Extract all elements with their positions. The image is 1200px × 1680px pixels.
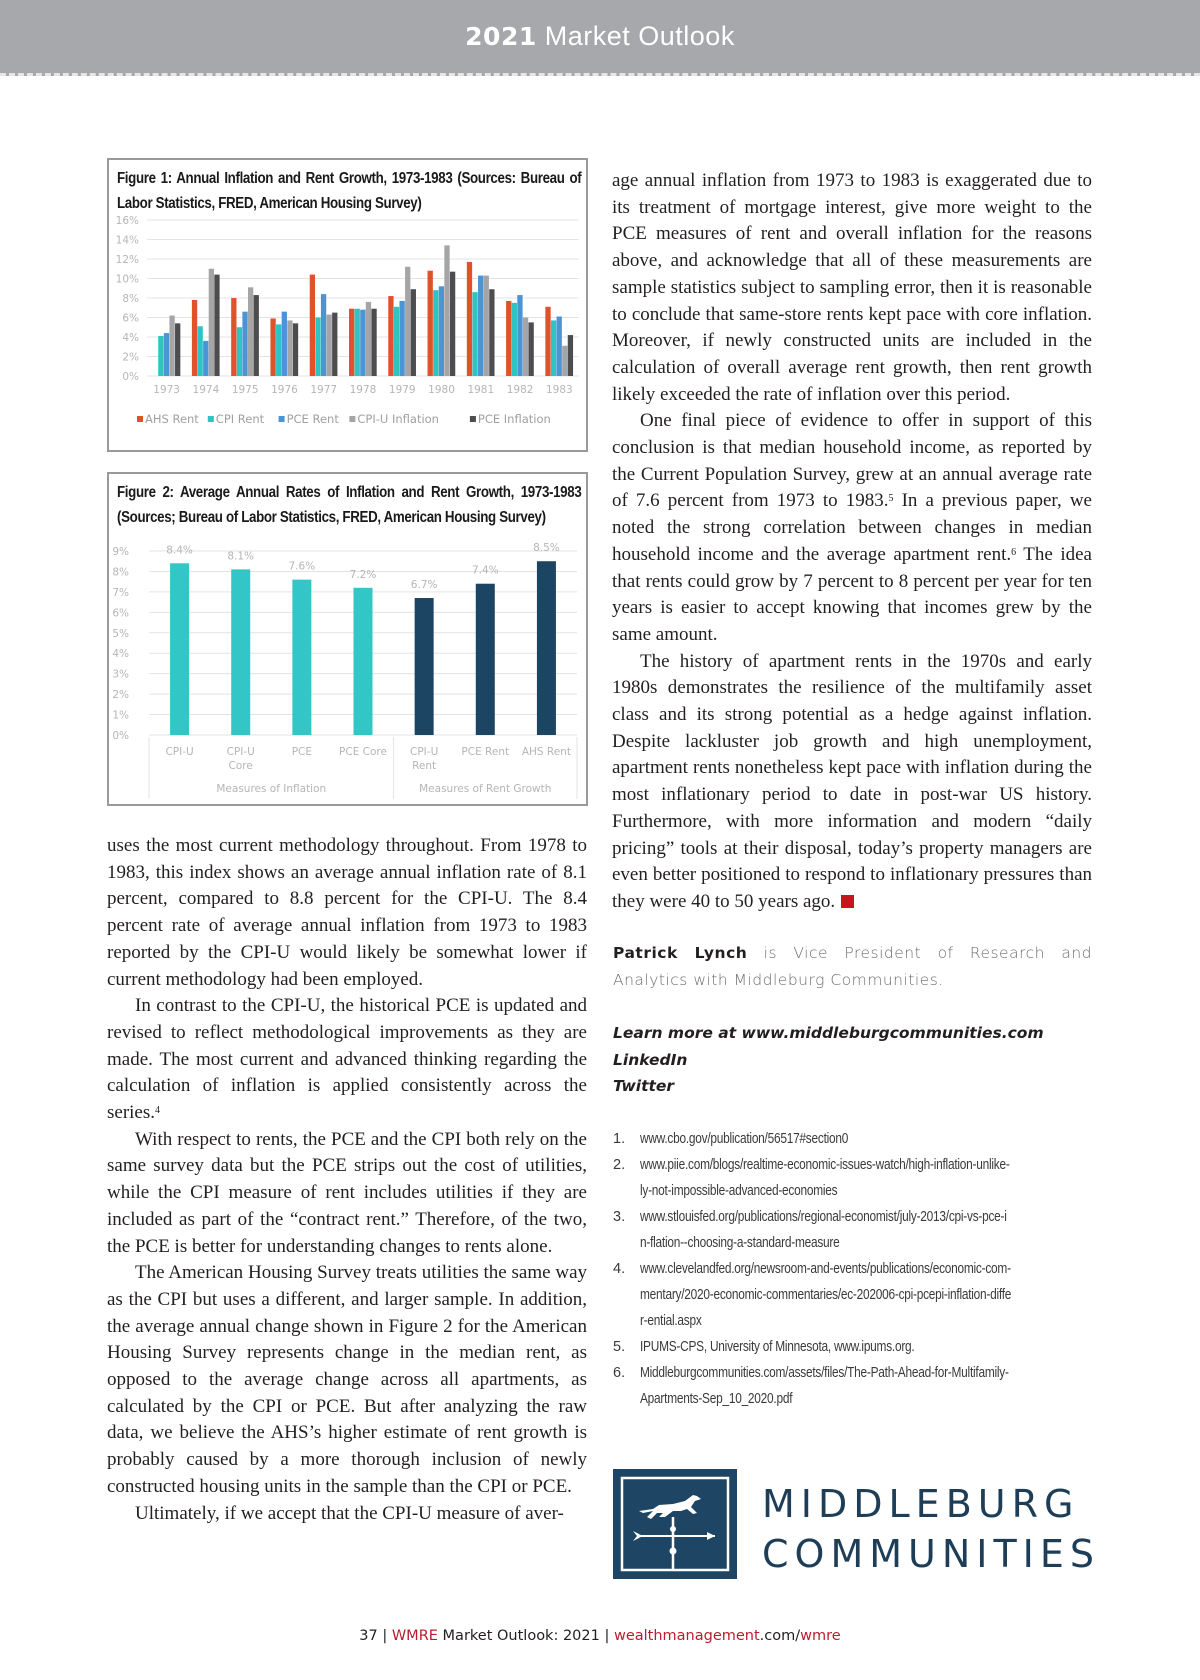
bar (332, 313, 337, 376)
bar (568, 335, 573, 376)
legend-swatch (349, 416, 355, 422)
running-header (0, 0, 1200, 76)
y-tick-label: 4% (112, 648, 129, 661)
author-bio: Patrick Lynch is Vice President of Research and Analytics with Middleburg Communities. (613, 944, 1092, 989)
y-tick-label: 9% (112, 546, 129, 558)
bar (349, 309, 354, 376)
bar (450, 272, 455, 376)
paragraph: The history of apartment rents in the 1970s and early 1980s demonstrates the resilience of the multifamily asset class and its strong potential as a hedge against inflation. Despite lackluster job growth and high unemployment, apartment rents nonetheless kept pace with inflation during the most inflationary period to date in post-war US history. Furthermore, with more information and modern “daily pricing” tools at their disposal, today’s property managers are even better positioned to respond to inflationary pressures than they were 40 to 50 years ago. (612, 650, 1092, 912)
bar (164, 333, 169, 376)
x-tick-label: PCE Core (339, 746, 387, 758)
bar (169, 316, 174, 376)
bar (175, 323, 180, 376)
figure-2 (107, 472, 588, 806)
bar (231, 298, 236, 376)
bar (209, 269, 214, 376)
y-tick-label: 12% (115, 254, 139, 266)
bar (537, 561, 556, 735)
bar (444, 245, 449, 376)
bar (545, 307, 550, 376)
group-label: Measures of Inflation (216, 783, 327, 795)
bar (394, 307, 399, 376)
bar (282, 312, 287, 376)
data-label: 8.4% (166, 544, 193, 557)
bar (428, 271, 433, 376)
x-tick-label: PCE Rent (461, 746, 510, 758)
twitter-link[interactable]: Twitter (613, 1077, 675, 1095)
bar (484, 276, 489, 376)
bar (399, 301, 404, 376)
bar (254, 295, 259, 376)
bar (214, 275, 219, 376)
header-year: 2021 (465, 22, 537, 51)
bar (405, 267, 410, 376)
linkedin-link[interactable]: LinkedIn (613, 1050, 688, 1069)
data-label: 7.4% (471, 564, 499, 577)
figure-1-bar-chart (109, 160, 590, 454)
bar (557, 317, 562, 376)
bar (517, 295, 522, 376)
author-name: Patrick Lynch (613, 944, 748, 962)
bar (489, 289, 494, 376)
bar (293, 323, 298, 376)
bar (512, 303, 517, 376)
figure-2-title: Figure 2: Average Annual Rates of Inflation and Rent Growth, 1973-1983 (Sources; Bureau of Labor Statistics, FRED, American Housing Survey) (117, 484, 582, 526)
bar (310, 275, 315, 376)
bar (158, 336, 163, 376)
legend-label: CPI Rent (215, 412, 265, 426)
footer-site-link[interactable]: wealthmanagement.com/wmre (613, 1628, 841, 1644)
x-tick-label: 1983 (545, 384, 573, 396)
body-right-column (612, 168, 1092, 916)
bar (411, 289, 416, 376)
bar (472, 292, 477, 376)
x-tick-label: 1975 (231, 384, 259, 396)
bar (467, 262, 472, 376)
legend-swatch (137, 416, 143, 422)
paragraph: Ultimately, if we accept that the CPI-U measure of aver- (135, 1502, 564, 1524)
footnote-ref: 4 (155, 1105, 161, 1117)
bar (198, 326, 203, 376)
x-tick-label: 1979 (388, 384, 416, 396)
y-tick-label: 4% (122, 332, 139, 344)
endnote: 5. IPUMS-CPS, University of Minnesota, www.ipums.org. (613, 1339, 915, 1355)
endnote: 3. www.stlouisfed.org/publications/regional-economist/july-2013/cpi-vs-pce-in-flation--choosing-a-standard-measure (613, 1209, 1007, 1251)
bar (360, 310, 365, 376)
page-number: 37 (359, 1628, 378, 1644)
bar (523, 318, 528, 377)
bar (270, 318, 275, 376)
y-tick-label: 16% (115, 215, 139, 227)
body-left-column (107, 833, 587, 1527)
y-tick-label: 5% (112, 627, 129, 640)
bar (366, 302, 371, 376)
y-tick-label: 2% (122, 351, 139, 364)
bar (478, 276, 483, 376)
legend-swatch (470, 416, 476, 422)
bar (388, 296, 393, 376)
legend-swatch (279, 416, 285, 422)
x-tick-label: CPI-U (165, 746, 194, 758)
weathervane-horse-icon (613, 1469, 737, 1579)
x-tick-label: AHS Rent (521, 746, 571, 758)
y-tick-label: 14% (115, 234, 139, 247)
bar (476, 584, 495, 735)
x-tick-label: CPI-U (410, 746, 439, 758)
y-tick-label: 1% (112, 709, 129, 722)
bar (354, 588, 373, 735)
bar (287, 320, 292, 376)
bar (327, 315, 332, 376)
legend-swatch (208, 416, 214, 422)
group-label: Measures of Rent Growth (419, 783, 552, 795)
bar (170, 563, 189, 735)
footer-brand: WMRE (391, 1628, 438, 1644)
bar (439, 286, 444, 376)
paragraph: age annual inflation from 1973 to 1983 is exaggerated due to its treatment of mortgage interest, give more weight to the PCE measures of rent and overall inflation for the reasons above, and acknowledge that all of these measurements are sample statistics subject to sampling error, then it is reasonable to conclude that same-store rents kept pace with core inflation. Moreover, if newly constructed units are included in the calculation of overall average rent growth, then rent growth likely exceeded the rate of inflation over this period. (612, 170, 1092, 405)
data-label: 8.5% (533, 542, 560, 555)
figure-1 (107, 158, 588, 452)
endnote: 6. Middleburgcommunities.com/assets/files/The-Path-Ahead-for-Multifamily-Apartments-Sep_10_2020.pdf (613, 1365, 1009, 1407)
bar (506, 301, 511, 376)
data-label: 6.7% (410, 579, 438, 592)
y-tick-label: 3% (112, 668, 129, 681)
x-tick-label: PCE (291, 746, 313, 758)
legend-label: CPI-U Inflation (357, 412, 439, 426)
bar (237, 327, 242, 376)
figure-1-title: Figure 1: Annual Inflation and Rent Growth, 1973-1983 (Sources: Bureau of Labor Statistics, FRED, American Housing Survey) (117, 170, 582, 212)
x-tick-label: CPI-U (226, 746, 255, 758)
paragraph: With respect to rents, the PCE and the CPI both rely on the same survey data but the PCE strips out the cost of utilities, while the CPI measure of rent includes utilities if they are included as part of the “contract rent.” Therefore, of the two, the PCE is better for understanding changes to rents alone. (107, 1128, 587, 1257)
endnote: 1. www.cbo.gov/publication/56517#section0 (613, 1131, 849, 1147)
x-tick-label: 1982 (506, 384, 534, 396)
legend-label: PCE Rent (286, 412, 339, 426)
page-footer: 37 | WMRE Market Outlook: 2021 | wealthmanagement.com/wmre (359, 1628, 841, 1644)
bar (242, 312, 247, 376)
middleburg-logo (612, 1469, 1101, 1581)
bar (321, 294, 326, 376)
x-tick-label: 1981 (467, 384, 495, 396)
y-tick-label: 8% (112, 566, 129, 579)
learn-more-link[interactable]: Learn more at www.middleburgcommunities.com (613, 1024, 1044, 1042)
logo-wordmark: MIDDLEBURG COMMUNITIES (762, 1482, 1101, 1576)
x-tick-label: 1976 (271, 384, 298, 396)
bar (315, 318, 320, 377)
bar (276, 324, 281, 376)
header-title-rest: Market Outlook (536, 21, 735, 51)
footnote-ref: 5 (888, 493, 894, 505)
figure-2-bar-chart (109, 474, 590, 808)
header-title (465, 21, 735, 52)
endnote: 4. www.clevelandfed.org/newsroom-and-events/publications/economic-com-mentary/2020-economic-commentaries/ec-202006-cpi-pcepi-inflation-differ-ential.aspx (613, 1261, 1012, 1329)
x-tick-label: 1978 (349, 384, 377, 396)
bar (528, 322, 533, 376)
bar (433, 290, 438, 376)
footnote-ref: 6 (1011, 546, 1017, 558)
data-label: 8.1% (227, 550, 255, 563)
endnote: 2. www.piie.com/blogs/realtime-economic-issues-watch/high-inflation-unlike-ly-not-impossible-advanced-economies (613, 1157, 1010, 1199)
y-tick-label: 10% (115, 273, 139, 286)
data-label: 7.6% (288, 560, 316, 573)
y-tick-label: 8% (122, 293, 139, 305)
legend-label: PCE Inflation (477, 412, 551, 426)
bar (203, 341, 208, 376)
x-tick-label: 1980 (428, 384, 455, 396)
y-tick-label: 6% (112, 607, 129, 620)
legend-label: AHS Rent (145, 412, 199, 426)
paragraph: One final piece of evidence to offer in support of this conclusion is that median household income, as reported by the Current Population Survey, grew at an annual average rate of 7.6 percent from 1973 to 1983.$^5$ In a previous paper, we noted the strong correlation between changes in median household income and the average apartment rent.$^6$ The idea that rents could grow by 7 percent to 8 percent per year for ten years is easier to accept knowing that incomes grew by the same amount. (612, 410, 1092, 645)
bar (551, 320, 556, 376)
y-tick-label: 0% (112, 730, 129, 742)
bar (192, 300, 197, 376)
endnotes-list (613, 1126, 1093, 1412)
bar (562, 346, 567, 376)
x-tick-label: 1977 (310, 384, 338, 396)
x-tick-label: 1973 (153, 384, 181, 396)
paragraph: uses the most current methodology throughout. From 1978 to 1983, this index shows an average annual inflation rate of 8.1 percent, compared to 8.8 percent for the CPI-U. The 8.4 percent rate of average annual inflation from 1973 to 1983 reported by the CPI-U would likely be somewhat lower if current methodology had been employed. (107, 835, 587, 990)
bar (371, 309, 376, 376)
bar (292, 580, 311, 735)
bar (248, 287, 253, 376)
end-mark-square-icon (841, 895, 854, 908)
bar (415, 598, 434, 735)
x-tick-label: Core (228, 760, 253, 772)
y-tick-label: 6% (122, 312, 139, 325)
x-tick-label: Rent (412, 760, 437, 772)
y-tick-label: 0% (122, 371, 139, 383)
paragraph: In contrast to the CPI-U, the historical PCE is updated and revised to reflect methodological improvements as they are made. The most current and advanced thinking regarding the calculation of inflation is applied consistently across the series.$^4$ (107, 995, 587, 1124)
paragraph: The American Housing Survey treats utilities the same way as the CPI but uses a different, and larger sample. In addition, the average annual change shown in Figure 2 for the American Housing Survey represents change in the median rent, as opposed to the average change across all apartments, as calculated by the CPI or PCE. But after analyzing the raw data, we believe the AHS’s higher estimate of rent growth is probably caused by a more thorough inclusion of newly constructed housing units in the sample than the CPI or PCE. (107, 1262, 587, 1497)
bar (231, 569, 250, 735)
author-links (613, 1020, 1093, 1100)
data-label: 7.2% (349, 568, 377, 581)
y-tick-label: 2% (112, 689, 129, 702)
y-tick-label: 7% (112, 586, 129, 599)
bar (355, 309, 360, 376)
x-tick-label: 1974 (192, 384, 220, 396)
